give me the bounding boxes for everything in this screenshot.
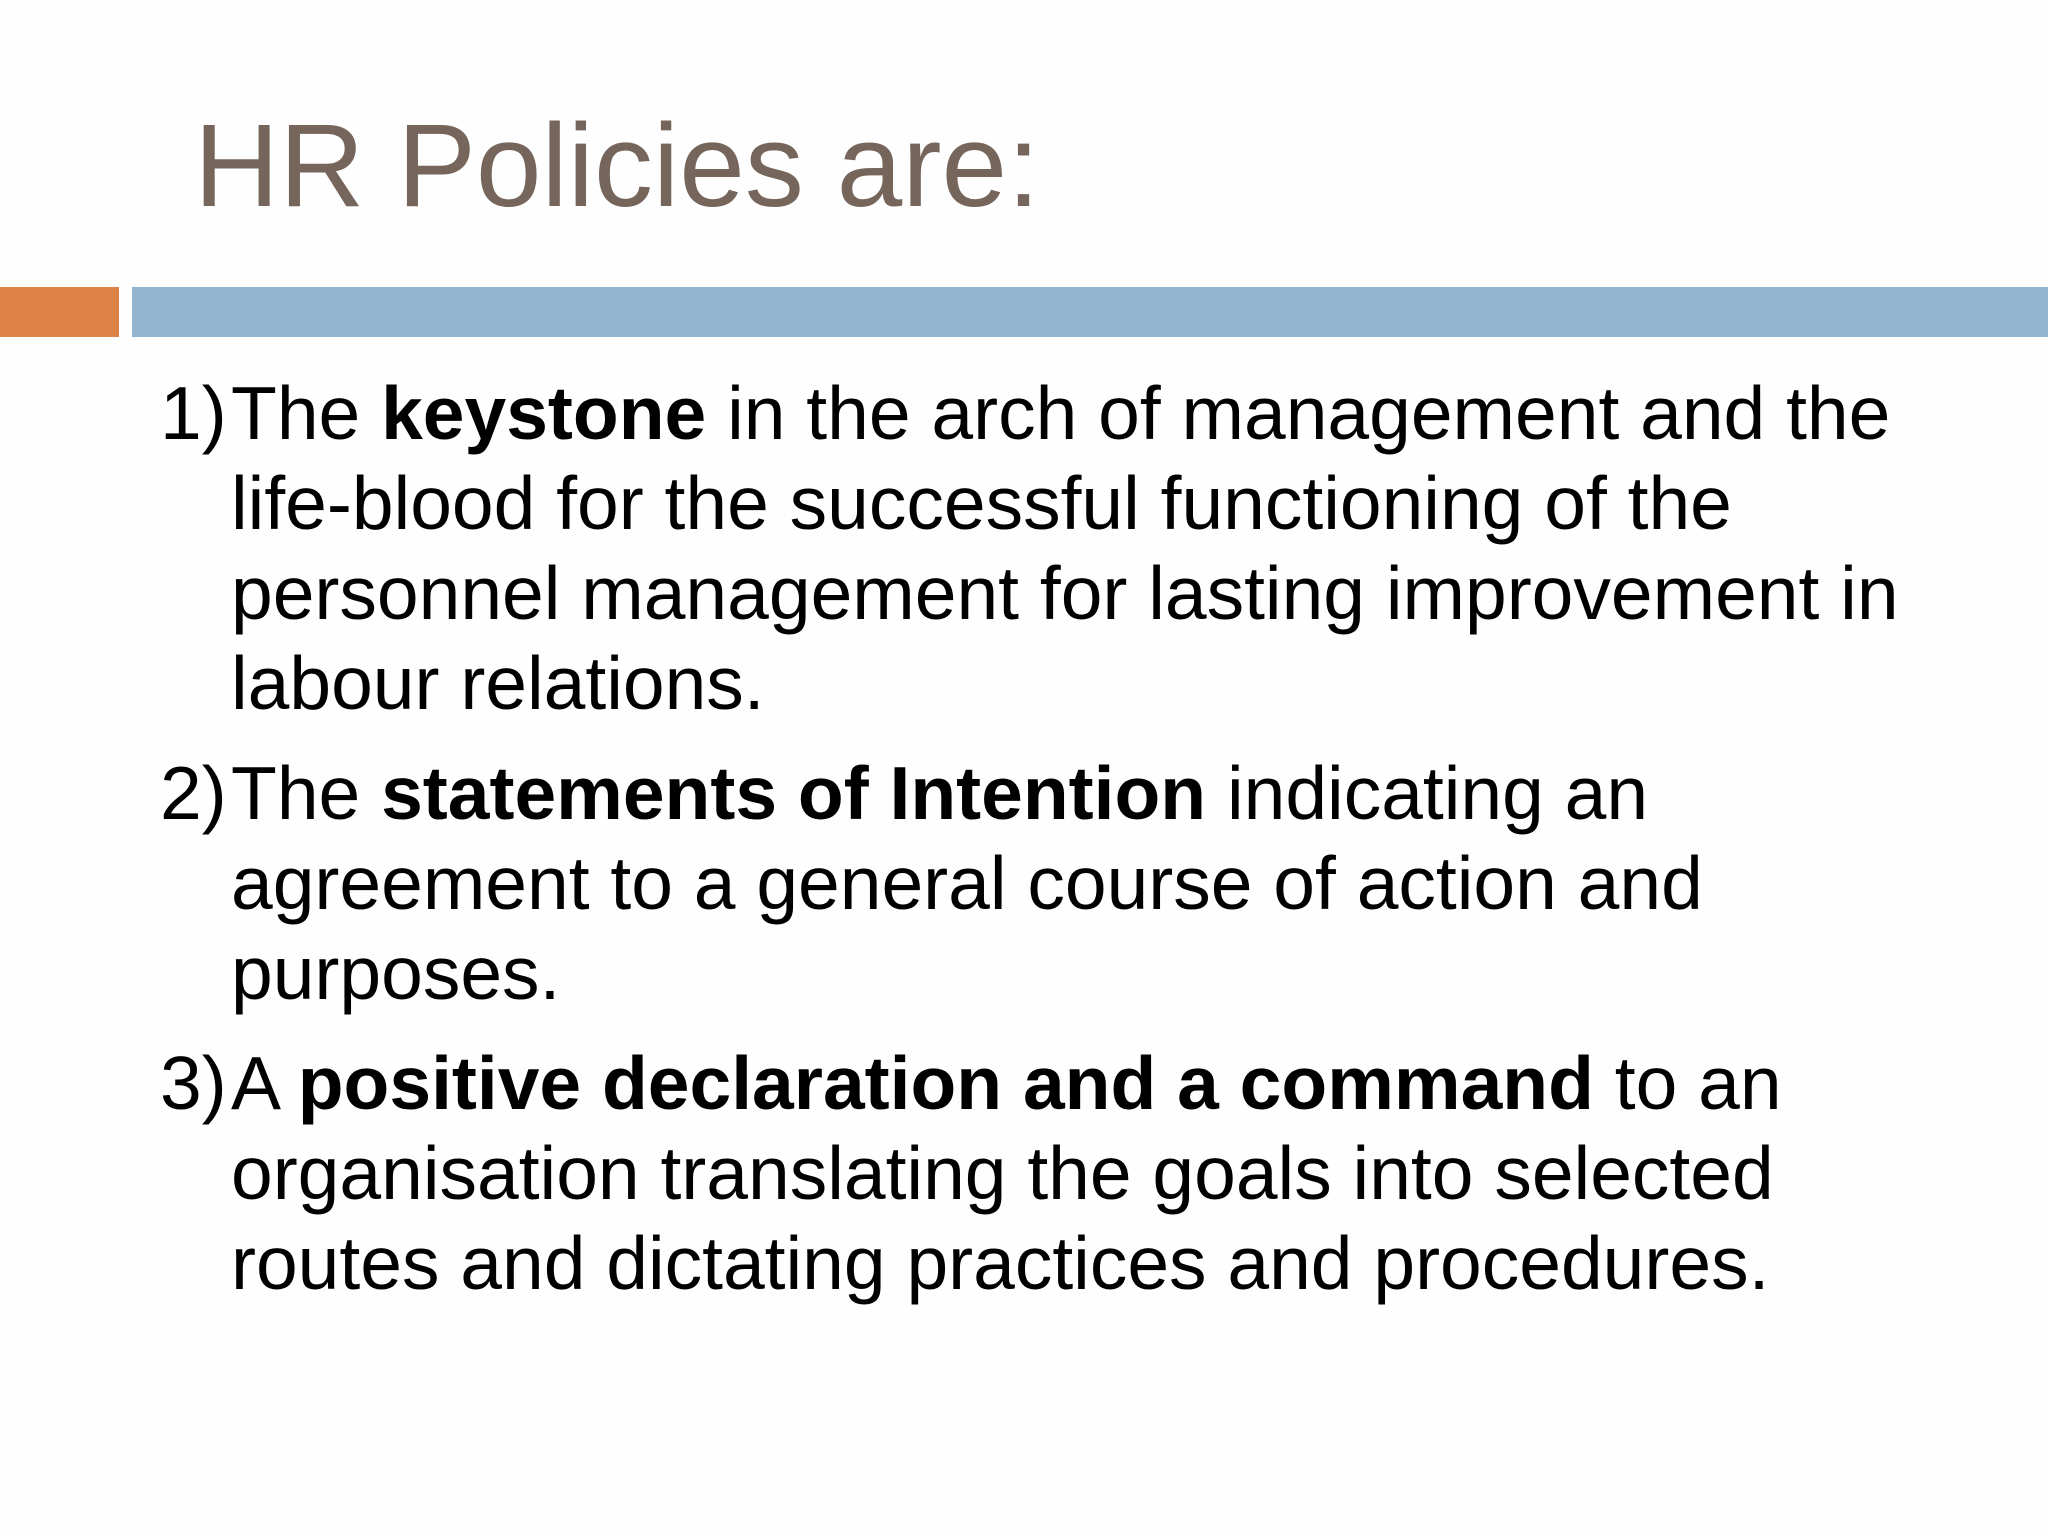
- title-divider-bar: [132, 287, 2048, 337]
- item-lead-text: The: [231, 751, 382, 835]
- item-lead-text: A: [231, 1041, 298, 1125]
- slide-title: HR Policies are:: [194, 100, 1040, 232]
- item-body-text: indicating an agreement to a general course of action and purposes.: [231, 751, 1703, 1015]
- item-body-text: in the arch of management and the life-blood for the successful functioning of the personnel management for lasting improvement in labour relations.: [231, 371, 1899, 725]
- item-number: 2): [160, 751, 227, 835]
- item-emphasis-text: positive declaration and a command: [297, 1041, 1594, 1125]
- item-number: 1): [160, 371, 227, 455]
- policy-list: [160, 368, 1990, 1328]
- list-item: [160, 368, 1990, 728]
- item-lead-text: The: [231, 371, 382, 455]
- accent-bar: [0, 287, 119, 337]
- list-item: [160, 748, 1990, 1018]
- item-emphasis-text: keystone: [381, 371, 707, 455]
- item-emphasis-text: statements of Intention: [381, 751, 1207, 835]
- list-item: [160, 1038, 1990, 1308]
- item-number: 3): [160, 1041, 227, 1125]
- item-body-text: to an organisation translating the goals into selected routes and dictating practices and procedures.: [231, 1041, 1782, 1305]
